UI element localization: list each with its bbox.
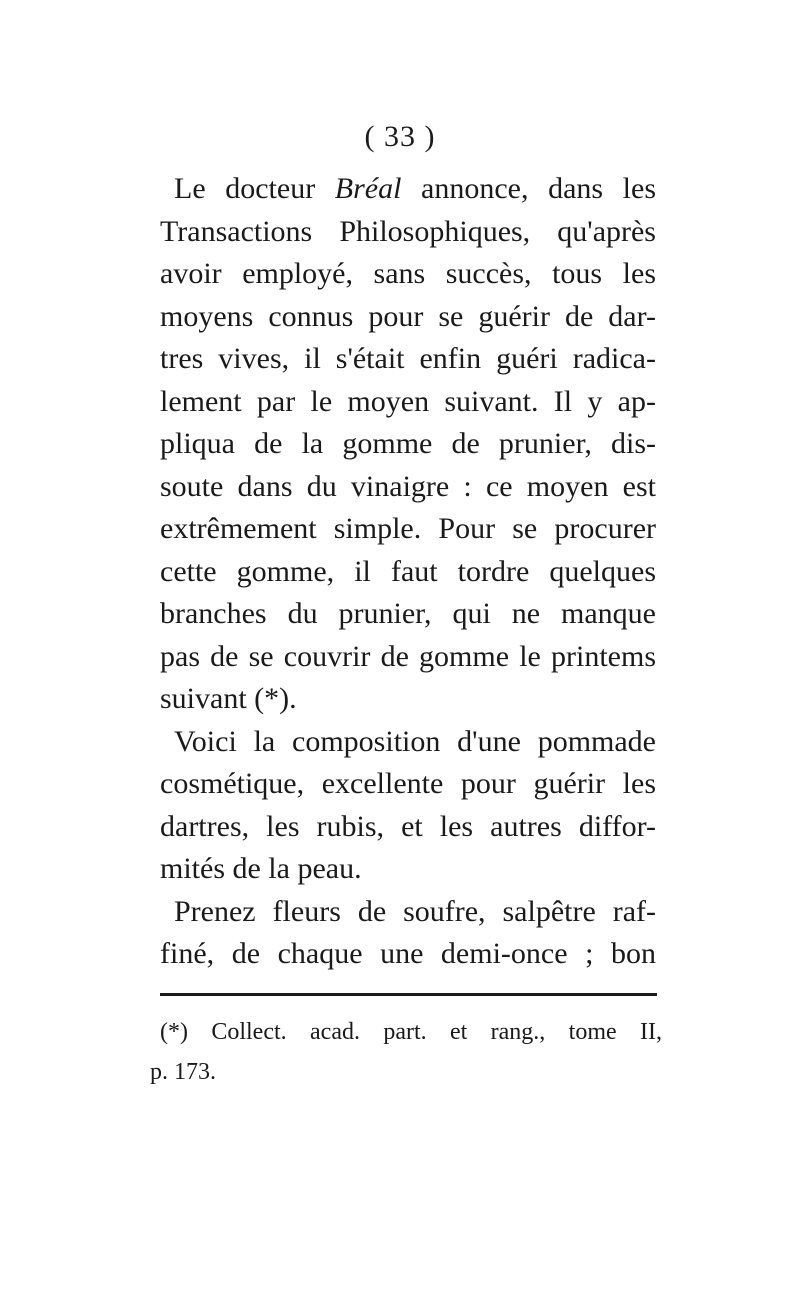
paragraph-1-line-12: pas de se couvrir de gomme le printems [160,639,656,673]
paragraph-2-line-2: cosmétique, excellente pour guérir les [160,767,656,800]
paragraph-1-line-6: lement par le moyen suivant. Il y ap- [160,384,656,418]
paragraph-1-line-4: moyens connus pour se guérir de dar- [160,299,656,333]
main-text [160,168,656,976]
page-number: ( 33 ) [364,120,436,153]
paragraph-2-line-3: dartres, les rubis, et les autres diffor- [160,809,656,843]
author-name: Bréal [334,172,402,205]
text-run: Le docteur [174,172,335,205]
footnote-line-2: p. 173. [150,1059,216,1085]
paragraph-1-line-3: avoir employé, sans succès, tous les [160,257,656,290]
paragraph-1-line-8: soute dans du vinaigre : ce moyen est [160,469,656,503]
footnote [150,1012,662,1092]
paragraph-1-line-1 [160,168,656,211]
paragraph-2-line-1: Voici la composition d'une pommade [174,724,656,758]
paragraph-1-line-5: tres vives, il s'était enfin guéri radica- [160,342,656,375]
paragraph-3-line-2: finé, de chaque une demi-once ; bon [160,937,656,970]
footnote-line-1: (*) Collect. acad. part. et rang., tome II, [160,1019,662,1045]
paragraph-1-line-11: branches du prunier, qui ne manque [160,597,656,630]
footnote-divider [160,993,657,996]
paragraph-1-line-13: suivant (*). [160,682,297,715]
text-run: annonce, dans les [401,172,656,205]
paragraph-1-line-9: extrêmement simple. Pour se procurer [160,512,656,545]
paragraph-1-line-7: pliqua de la gomme de prunier, dis- [160,427,656,460]
paragraph-1-line-2: Transactions Philosophiques, qu'après [160,214,656,248]
paragraph-2-line-4: mités de la peau. [160,852,362,885]
paragraph-3-line-1: Prenez fleurs de soufre, salpêtre raf- [174,894,656,928]
paragraph-1-line-10: cette gomme, il faut tordre quelques [160,554,656,588]
